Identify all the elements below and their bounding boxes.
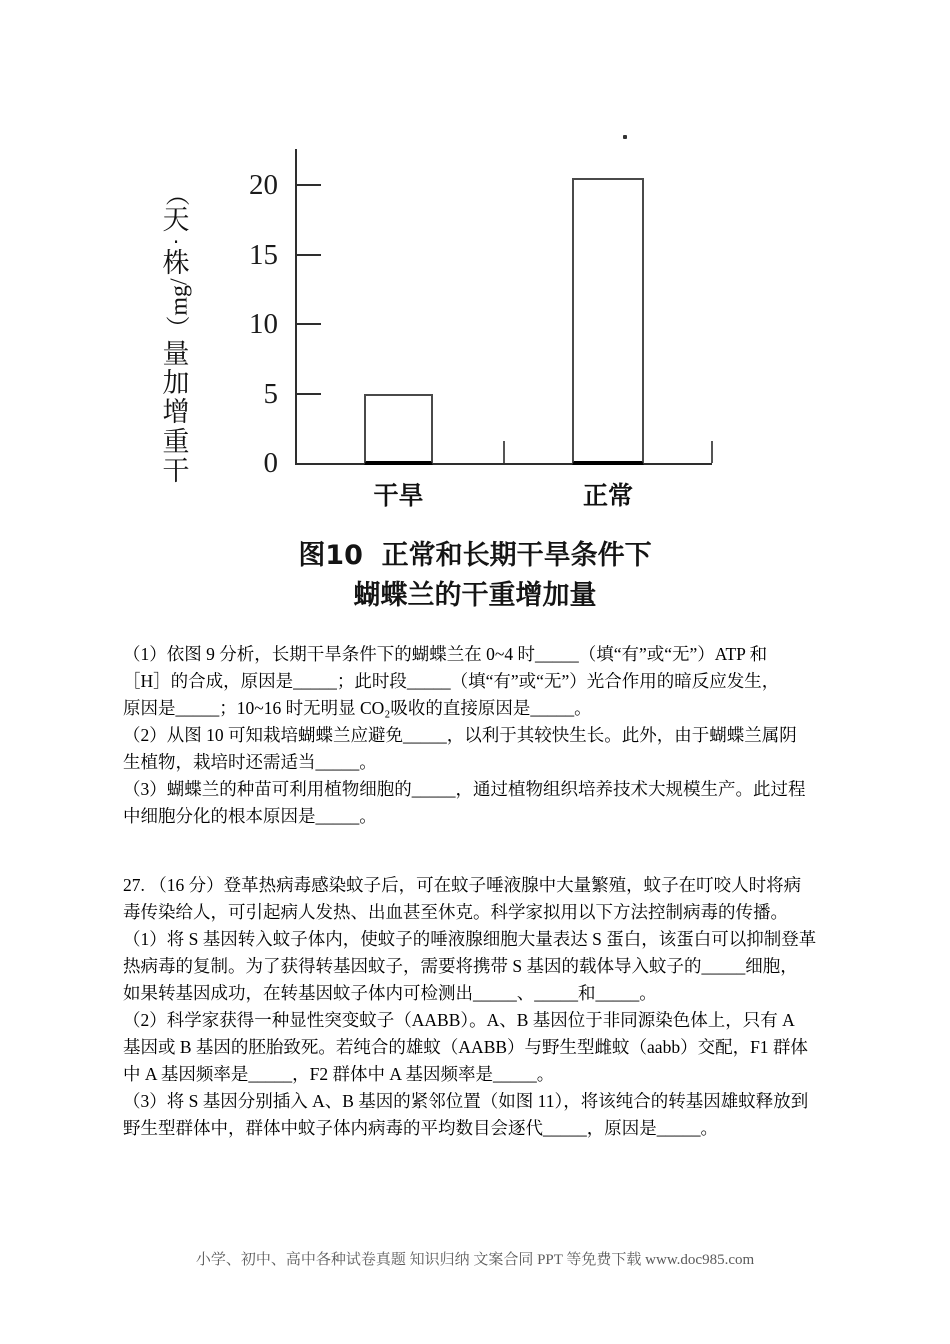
y-tick-label: 5 <box>263 377 278 410</box>
text-line: 原因是_____；10~16 时无明显 CO₂吸收的直接原因是_____。 <box>123 698 592 718</box>
text-line: （1）将 S 基因转入蚊子体内，使蚊子的唾液腺细胞大量表达 S 蛋白，该蛋白可以抑制登革 <box>123 929 817 949</box>
y-axis-tick <box>297 254 321 256</box>
text-line: （2）从图 10 可知栽培蝴蝶兰应避免_____，以利于其较快生长。此外，由于蝴蝶兰属阴 <box>123 725 797 745</box>
text-line: 如果转基因成功，在转基因蚊子体内可检测出_____、_____和_____。 <box>123 983 657 1003</box>
y-axis-label-rotated-run: ） <box>166 182 193 206</box>
y-tick-label: 0 <box>263 447 278 479</box>
text-line: 野生型群体中，群体中蚊子体内病毒的平均数目会逐代_____，原因是_____。 <box>123 1118 718 1138</box>
y-tick-label: 15 <box>249 238 278 271</box>
x-category-label: 正常 <box>582 481 633 510</box>
y-axis-label-char: · <box>172 229 180 254</box>
y-axis-label-char: 株 <box>162 247 190 279</box>
text-line: 毒传染给人，可引起病人发热、出血甚至休克。科学家拟用以下方法控制病毒的传播。 <box>123 902 788 922</box>
text-line: ［H］的合成，原因是_____；此时段_____（填“有”或“无”）光合作用的暗反应发生， <box>123 671 780 691</box>
text-line: （1）依图 9 分析，长期干旱条件下的蝴蝶兰在 0~4 时_____（填“有”或“无”）ATP 和 <box>123 644 768 664</box>
text-line: （3）将 S 基因分别插入 A、B 基因的紧邻位置（如图 11），将该纯合的转基因雄蚊释放到 <box>123 1091 809 1111</box>
y-axis-label-char: 量 <box>162 338 190 370</box>
question-block-26 <box>123 641 838 830</box>
x-category-label: 干旱 <box>373 481 424 510</box>
y-axis-line <box>295 149 297 465</box>
x-axis-tick <box>711 441 713 463</box>
text-line: 中 A 基因频率是_____，F2 群体中 A 基因频率是_____。 <box>123 1064 555 1084</box>
x-axis-line <box>295 463 712 465</box>
y-axis-label-char: 干 <box>162 455 190 487</box>
y-axis-label-char: 增 <box>162 397 190 429</box>
y-axis-label <box>146 182 206 486</box>
y-axis-tick <box>297 323 321 325</box>
figure-caption-line-1: 图10 正常和长期干旱条件下 <box>298 540 652 571</box>
text-line: 生植物，栽培时还需适当_____。 <box>123 752 377 772</box>
question-block-27 <box>123 872 838 1142</box>
text-line: 热病毒的复制。为了获得转基因蚊子，需要将携带 S 基因的载体导入蚊子的_____细胞， <box>123 956 798 976</box>
bar-干旱 <box>364 394 433 466</box>
y-axis-tick <box>297 393 321 395</box>
y-axis-label-char: 天 <box>162 205 190 237</box>
y-tick-label: 10 <box>249 308 278 340</box>
text-line: （3）蝴蝶兰的种苗可利用植物细胞的_____，通过植物组织培养技术大规模生产。此过程 <box>123 779 806 799</box>
footer-text: 小学、初中、高中各种试卷真题 知识归纳 文案合同 PPT 等免费下载 www.doc985.com <box>195 1252 755 1268</box>
text-line: 中细胞分化的根本原因是_____。 <box>123 806 377 826</box>
y-axis-label-char: 加 <box>162 367 190 399</box>
y-axis-label-rotated-run: （mg/ <box>166 278 193 340</box>
x-axis-tick <box>503 441 505 463</box>
text-line: （2）科学家获得一种显性突变蚊子（AABB）。A、B 基因位于非同源染色体上，只有 A <box>123 1010 795 1030</box>
bar-正常 <box>572 178 644 465</box>
text-line: 基因或 B 基因的胚胎致死。若纯合的雄蚊（AABB）与野生型雌蚊（aabb）交配，F1 群体 <box>123 1037 808 1057</box>
figure-caption-line-2: 蝴蝶兰的干重增加量 <box>353 580 597 611</box>
text-line: 27. （16 分）登革热病毒感染蚊子后，可在蚊子唾液腺中大量繁殖，蚊子在叮咬人时将病 <box>123 875 802 895</box>
y-axis-tick <box>297 184 321 186</box>
y-tick-label: 20 <box>249 169 278 201</box>
stray-dot-artifact <box>623 135 627 139</box>
y-axis-label-char: 重 <box>162 426 190 458</box>
